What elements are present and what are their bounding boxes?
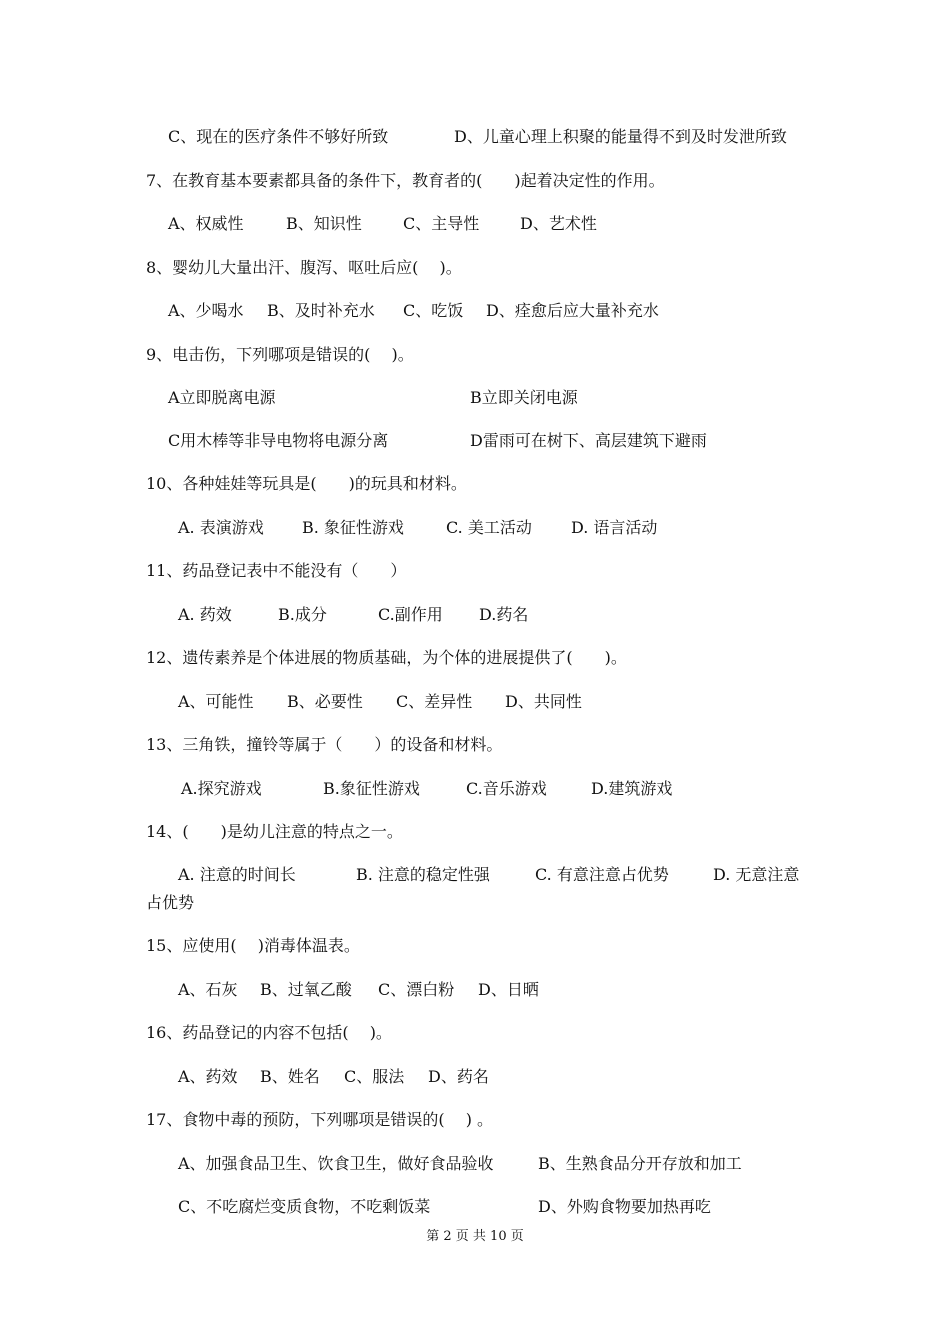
q15-option-b: B、过氧乙酸 [260, 980, 352, 999]
q14-option-d-wrap: 占优势 [146, 893, 195, 912]
q8-option-b: B、及时补充水 [267, 301, 375, 320]
q8-option-d: D、痊愈后应大量补充水 [486, 301, 659, 320]
q14-option-d: D. 无意注意 [713, 865, 800, 884]
q15-option-a: A、石灰 [178, 980, 238, 999]
page-footer: 第 2 页 共 10 页 [426, 1229, 524, 1244]
q10-option-a: A. 表演游戏 [178, 518, 264, 537]
q13-option-c: C.音乐游戏 [466, 779, 547, 798]
q17-option-d: D、外购食物要加热再吃 [538, 1197, 711, 1216]
q11-option-b: B.成分 [278, 605, 327, 624]
q14-option-b: B. 注意的稳定性强 [356, 865, 490, 884]
q16-option-a: A、药效 [178, 1067, 238, 1086]
q12-option-d: D、共同性 [505, 692, 582, 711]
q12-option-c: C、差异性 [396, 692, 473, 711]
q16-stem: 16、药品登记的内容不包括( )。 [146, 1023, 392, 1042]
q15-option-c: C、漂白粉 [378, 980, 455, 999]
q8-stem: 8、婴幼儿大量出汗、腹泻、呕吐后应( )。 [146, 258, 462, 277]
q16-option-b: B、姓名 [260, 1067, 320, 1086]
q10-option-b: B. 象征性游戏 [302, 518, 404, 537]
q7-option-d: D、艺术性 [520, 214, 597, 233]
q6-option-d: D、儿童心理上积聚的能量得不到及时发泄所致 [454, 127, 787, 146]
q16-option-c: C、服法 [344, 1067, 405, 1086]
q14-stem: 14、( )是幼儿注意的特点之一。 [146, 822, 403, 841]
q17-option-b: B、生熟食品分开存放和加工 [538, 1154, 742, 1173]
q9-option-a: A立即脱离电源 [168, 388, 276, 407]
q8-option-a: A、少喝水 [168, 301, 244, 320]
q6-option-c: C、现在的医疗条件不够好所致 [168, 127, 389, 146]
q10-option-d: D. 语言活动 [571, 518, 658, 537]
q10-option-c: C. 美工活动 [446, 518, 532, 537]
q17-stem: 17、食物中毒的预防，下列哪项是错误的( ) 。 [146, 1110, 494, 1129]
q9-option-b: B立即关闭电源 [470, 388, 578, 407]
q8-option-c: C、吃饭 [403, 301, 464, 320]
q10-stem: 10、各种娃娃等玩具是( )的玩具和材料。 [146, 474, 467, 493]
q13-stem: 13、三角铁，撞铃等属于（ ）的设备和材料。 [146, 735, 503, 754]
q17-option-a: A、加强食品卫生、饮食卫生，做好食品验收 [178, 1154, 494, 1173]
q15-option-d: D、日晒 [478, 980, 539, 999]
q7-option-c: C、主导性 [403, 214, 480, 233]
q17-option-c: C、不吃腐烂变质食物，不吃剩饭菜 [178, 1197, 431, 1216]
q9-stem: 9、电击伤，下列哪项是错误的( )。 [146, 345, 414, 364]
q12-option-b: B、必要性 [287, 692, 363, 711]
q14-option-a: A. 注意的时间长 [178, 865, 296, 884]
q12-stem: 12、遗传素养是个体进展的物质基础，为个体的进展提供了( )。 [146, 648, 627, 667]
q11-option-a: A. 药效 [178, 605, 232, 624]
q11-stem: 11、药品登记表中不能没有（ ） [146, 561, 407, 580]
q12-option-a: A、可能性 [178, 692, 254, 711]
q13-option-b: B.象征性游戏 [323, 779, 420, 798]
q13-option-d: D.建筑游戏 [591, 779, 673, 798]
q16-option-d: D、药名 [428, 1067, 489, 1086]
q9-option-c: C用木棒等非导电物将电源分离 [168, 431, 389, 450]
q9-option-d: D雷雨可在树下、高层建筑下避雨 [470, 431, 707, 450]
q15-stem: 15、应使用( )消毒体温表。 [146, 936, 360, 955]
q11-option-c: C.副作用 [378, 605, 443, 624]
q13-option-a: A.探究游戏 [181, 779, 262, 798]
q11-option-d: D.药名 [479, 605, 529, 624]
q7-option-b: B、知识性 [286, 214, 362, 233]
q7-option-a: A、权威性 [168, 214, 244, 233]
q7-stem: 7、在教育基本要素都具备的条件下，教育者的( )起着决定性的作用。 [146, 171, 665, 190]
q14-option-c: C. 有意注意占优势 [535, 865, 669, 884]
